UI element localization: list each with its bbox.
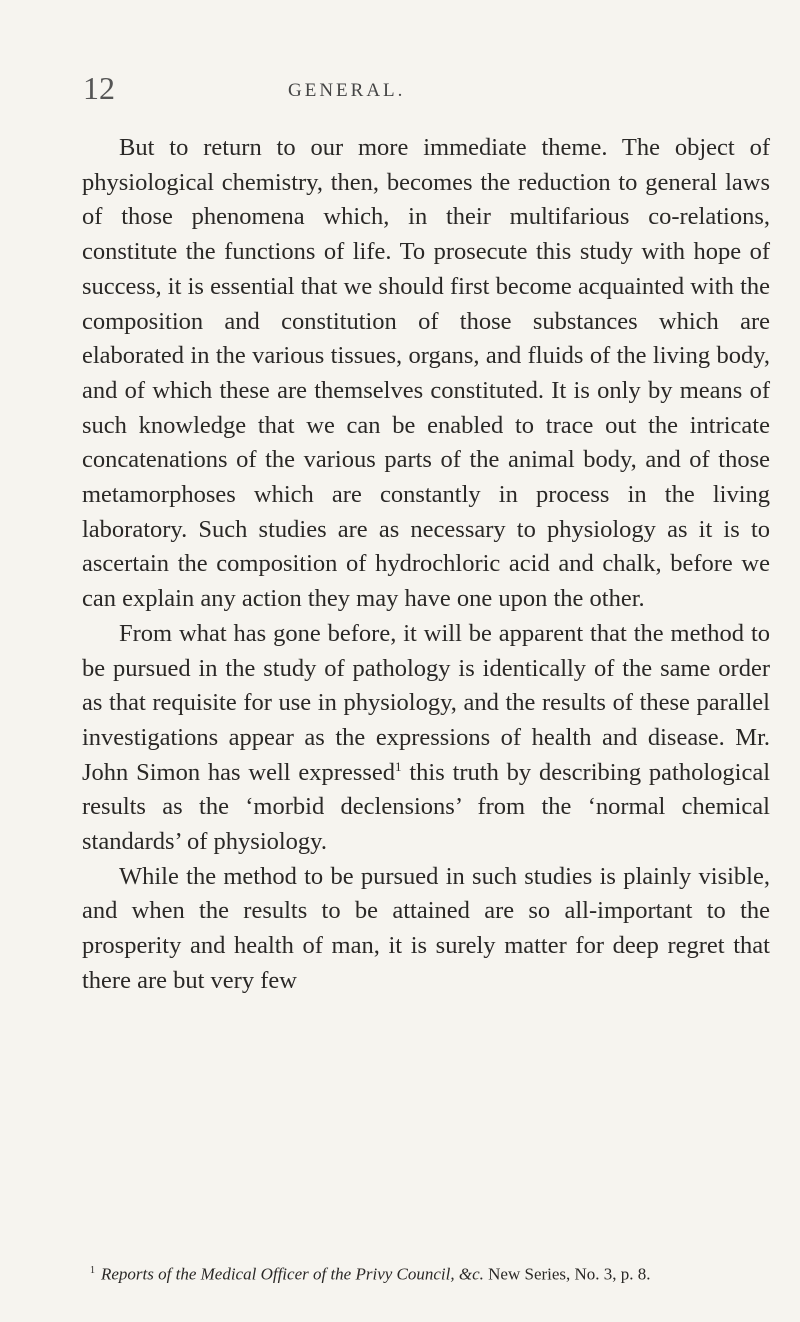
running-head: GENERAL. [288, 80, 406, 101]
paragraph-text: this truth by describing pathological results as the ‘morbid declensions’ from the ‘normal chemical standards’ of physiology. [82, 758, 770, 856]
paragraph-text: But to return to our more immediate theme. The object of physiological chemistry, then, becomes the reduction to general laws of those phenomena which, in their multifarious co-relations, constitute the functions of life. To prosecute this study with hope of success, it is essential that we should first become acquainted with the composition and constitution of those substances which are elaborated in the various tissues, organs, and fluids of the living body, and of which these are themselves constituted. It is only by means of such knowledge that we can be enabled to trace out the intricate concatenations of the various parts of the animal body, and of those metamorphoses which are constantly in process in the living laboratory. Such studies are as necessary to physiology as it is to ascertain the composition of hydrochloric acid and chalk, before we can explain any action they may have one upon the other. [82, 134, 770, 613]
footnote-mark: 1 [90, 1265, 95, 1276]
paragraph [82, 131, 770, 617]
footnote-reference[interactable]: 1 [395, 758, 402, 774]
page-number: 12 [83, 70, 115, 106]
paragraph [82, 617, 770, 860]
page-header [83, 70, 773, 110]
paragraph-text: While the method to be pursued in such studies is plainly visible, and when the results to be attained are so all-important to the prosperity and health of man, it is surely matter for deep regret that there are but very few [82, 862, 770, 994]
footnote-title: Reports of the Medical Officer of the Privy Council, &c. [101, 1264, 484, 1284]
paragraph-text: From what has gone before, it will be apparent that the method to be pursued in the study of pathology is identically of the same order as that requisite for use in physiology, and the results of these parallel investigations appear as the expressions of health and disease. Mr. John Simon has well expressed [82, 619, 770, 786]
paragraph [82, 860, 770, 999]
footnote-rest: New Series, No. 3, p. 8. [483, 1264, 651, 1284]
body-text [82, 131, 770, 999]
footnote [82, 1259, 770, 1287]
